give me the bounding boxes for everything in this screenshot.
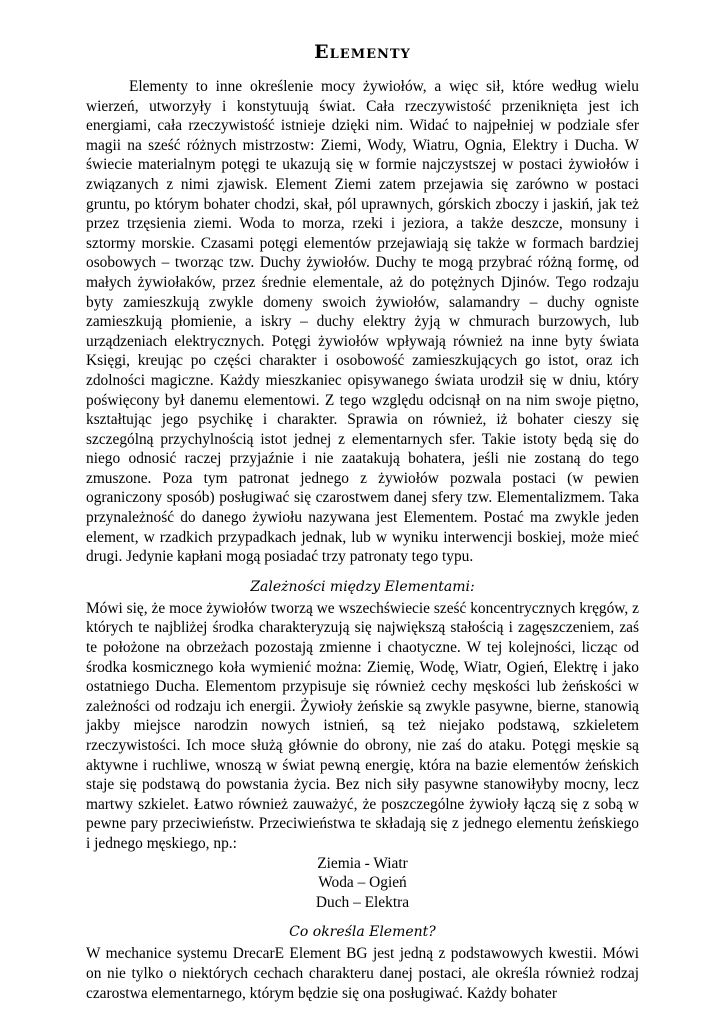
element-pair: Ziemia - Wiatr [317,854,408,872]
element-pair: Duch – Elektra [315,893,410,911]
element-pair: Woda – Ogień [318,874,407,892]
intro-paragraph: Elementy to inne określenie mocy żywiołów, a więc sił, które według wielu wierzeń, utworzyły i konstytuują świat. Cała rzeczywistość przeniknięta jest ich energiami, cała rzeczywistość istnieje dzięki nim. Widać to najpełniej w podziale sfer magii na sześć różnych mistrzostw: Ziemi, Wody, Wiatru, Ognia, Elektry i Ducha. W świecie materialnym potęgi te ukazują się w formie najczystszej w postaci żywiołów i związanych z nimi zjawisk. Element Ziemi zatem przejawia się zarówno w postaci gruntu, po którym bohater chodzi, skał, pól uprawnych, górskich zboczy i jaskiń, jak też przez trzęsienia ziemi. Woda to morza, rzeki i jeziora, a także deszcze, monsuny i sztormy morskie. Czasami potęgi elementów przejawiają się także w formach bardziej osobowych – tworząc tzw. Duchy żywiołów. Duchy te mogą przybrać różną formę, od małych żywiołaków, przez średnie elementale, aż do potężnych Djinów. Tego rodzaju byty zamieszkują zwykle domeny swoich żywiołów, salamandry – duchy ogniste zamieszkują płomienie, a iskry – duchy elektry żyją w chmurach burzowych, lub urządzeniach elektrycznych. Potęgi żywiołów wpływają również na inne byty świata Księgi, kreując po części charakter i osobowość zamieszkujących go istot, oraz ich zdolności magiczne. Każdy mieszkaniec opisywanego świata urodził się w dniu, który poświęcony był danemu elementowi. Z tego względu odcisnął on na nim swoje piętno, kształtując jego psychikę i charakter. Sprawia on również, iż bohater cieszy się szczególną przychylnością istot jednej z elementarnych sfer. Takie istoty będą się do niego odnosić raczej przyjaźnie i nie zaatakują bohatera, jeśli nie zostaną do tego zmuszone. Poza tym patronat jednego z żywiołów pozwala postaci (w pewien ograniczony sposób) posługiwać się czarostwem danej sfery tzw. Elementalizmem. Taka przynależność do danego żywiołu nazywana jest Elementem. Postać ma zwykle jeden element, w rzadkich przypadkach jednak, lub w wyniku interwencji boskiej, może mieć drugi. Jedynie kapłani mogą posiadać trzy patronaty tego typu. [86,78,639,566]
section-heading-what-defines: Co określa Element? [289,924,436,941]
dependencies-paragraph: Mówi się, że moce żywiołów tworzą we wszechświecie sześć koncentrycznych kręgów, z których te najbliżej środka charakteryzują się największą stałością i zagęszczeniem, zaś te położone na obrzeżach pozostają zmienne i chaotyczne. W tej kolejności, licząc od środka kosmicznego koła wymienić można: Ziemię, Wodę, Wiatr, Ogień, Elektrę i jako ostatniego Ducha. Elementom przypisuje się również cechy męskości lub żeńskości w zależności od rodzaju ich energii. Żywioły żeńskie są zwykle pasywne, bierne, stanowią jakby miejsce narodzin nowych istnień, są też niejako podstawą, szkieletem rzeczywistości. Ich moce służą głównie do obrony, nie zaś do ataku. Potęgi męskie są aktywne i ruchliwe, wnoszą w świat pewną energię, która na bazie elementów żeńskich staje się podstawą do powstania życia. Bez nich siły pasywne stanowiłyby mocny, lecz martwy szkielet. Łatwo również zauważyć, że poszczególne żywioły łączą się z sobą w pewne pary przeciwieństw. Przeciwieństwa te składają się z jednego elementu żeńskiego i jednego męskiego, np.: [86,599,639,852]
section-heading-dependencies: Zależności między Elementami: [250,578,475,595]
element-pairs-list [86,854,639,913]
what-defines-paragraph: W mechanice systemu DrecarE Element BG jest jedną z podstawowych kwestii. Mówi on nie tylko o niektórych cechach charakteru danej postaci, ale określa również rodzaj czarostwa elementarnego, którym będzie się ona posługiwać. Każdy bohater [86,945,639,1002]
page-title: Elementy [314,41,411,63]
